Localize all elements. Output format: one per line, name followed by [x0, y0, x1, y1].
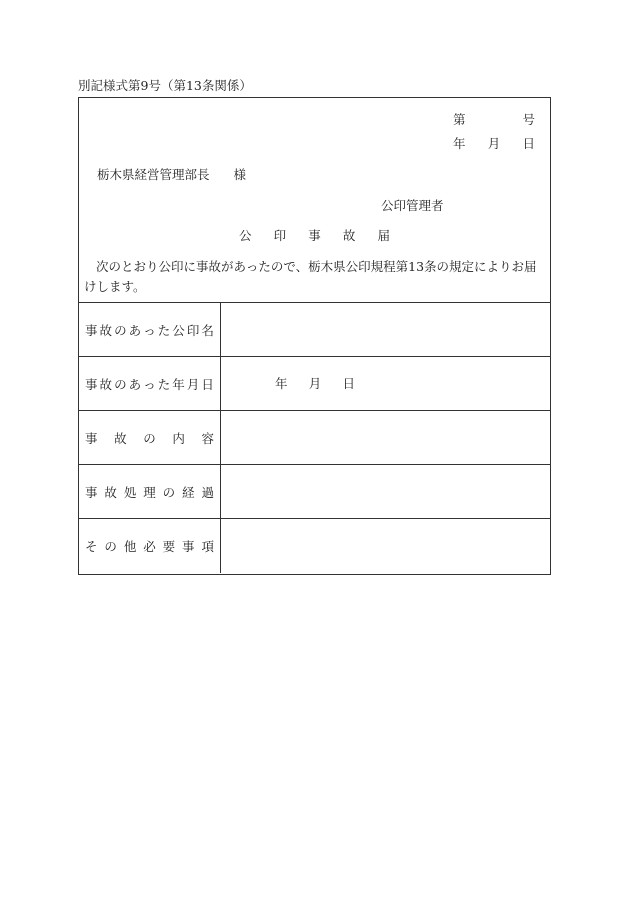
field-other-matters[interactable]	[221, 519, 550, 573]
label-char: 要	[162, 539, 176, 554]
number-suffix: 号	[522, 112, 535, 127]
label-char: 故	[114, 430, 127, 446]
details-table	[79, 302, 550, 573]
row-label-incident-details	[79, 411, 221, 464]
title-char: 届	[377, 228, 390, 243]
document-number-line	[453, 112, 535, 128]
label-char: 容	[201, 430, 214, 446]
body-statement: 次のとおり公印に事故があったので、栃木県公印規程第13条の規定によりお届けします。	[84, 259, 537, 294]
incident-date-day: 日	[342, 376, 355, 391]
label-char: 故	[99, 376, 113, 392]
label-char: 過	[201, 484, 214, 500]
date-month: 月	[487, 136, 501, 151]
label-char: っ	[143, 376, 156, 392]
label-char: の	[114, 322, 127, 338]
title-char: 事	[308, 228, 321, 243]
table-row	[79, 411, 550, 465]
label-char: 他	[123, 539, 137, 554]
label-char: 項	[201, 539, 214, 554]
title-char: 故	[342, 228, 356, 243]
label-char: 必	[143, 539, 156, 554]
label-char: 年	[172, 376, 185, 392]
label-char: 事	[85, 322, 98, 338]
row-label-handling-progress	[79, 465, 221, 518]
label-char: た	[157, 322, 171, 338]
field-incident-details[interactable]	[221, 411, 550, 464]
label-char: 名	[201, 322, 214, 338]
form-caption: 別記様式第9号（第13条関係）	[78, 78, 252, 93]
label-char: 理	[143, 484, 156, 500]
label-char: 故	[99, 322, 113, 338]
label-char: 日	[201, 376, 214, 392]
label-char: 公	[172, 322, 185, 338]
label-char: 処	[123, 484, 137, 500]
addressee-line	[97, 167, 246, 183]
title-char: 公	[239, 228, 252, 243]
number-prefix: 第	[453, 112, 466, 127]
label-char: 印	[186, 322, 200, 338]
notification-form	[78, 97, 551, 575]
row-label-seal-name	[79, 303, 221, 356]
field-incident-date[interactable]	[221, 357, 550, 410]
form-title	[239, 228, 390, 244]
addressee-name: 栃木県経営管理部長	[97, 167, 210, 182]
label-char: 経	[182, 484, 195, 500]
field-handling-progress[interactable]	[221, 465, 550, 518]
label-char: 故	[104, 484, 117, 500]
label-char: 事	[85, 484, 98, 500]
label-char: っ	[143, 322, 156, 338]
label-char: の	[104, 539, 117, 554]
label-char: 月	[186, 376, 200, 392]
label-char: 事	[182, 539, 195, 554]
title-char: 印	[273, 228, 287, 243]
addressee-honorific: 様	[233, 167, 247, 182]
label-char: あ	[128, 376, 142, 392]
date-day: 日	[522, 136, 535, 151]
table-row	[79, 303, 550, 357]
label-char: そ	[85, 539, 98, 554]
label-char: 事	[85, 376, 98, 392]
row-label-other-matters	[79, 519, 221, 573]
document-date-line	[453, 136, 535, 152]
table-row	[79, 357, 550, 411]
incident-date-parts	[275, 376, 355, 392]
submitter-label: 公印管理者	[381, 198, 444, 213]
incident-date-month: 月	[308, 376, 322, 391]
label-char: の	[143, 430, 156, 446]
label-char: の	[114, 376, 127, 392]
date-year: 年	[453, 136, 466, 151]
label-char: あ	[128, 322, 142, 338]
label-char: 事	[85, 430, 98, 446]
row-label-incident-date	[79, 357, 221, 410]
table-row	[79, 519, 550, 573]
label-char: の	[162, 484, 176, 500]
incident-date-year: 年	[275, 376, 288, 391]
table-row	[79, 465, 550, 519]
label-char: た	[157, 376, 171, 392]
field-seal-name[interactable]	[221, 303, 550, 356]
label-char: 内	[172, 430, 185, 446]
